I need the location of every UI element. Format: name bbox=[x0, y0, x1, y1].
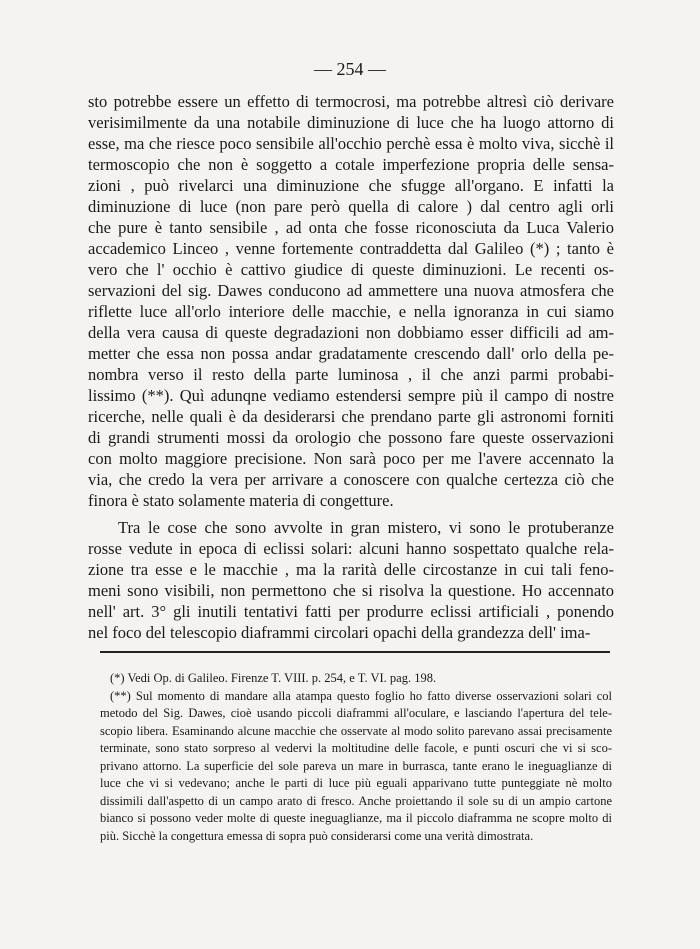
footnote-1: (*) Vedi Op. di Galileo. Firenze T. VIII. p. 254, e T. VI. pag. 198. bbox=[110, 671, 437, 685]
paragraph-1-line: zioni , può rivelarci una diminuzione che sfugge all'organo. E infatti la bbox=[88, 176, 614, 195]
paragraph-1-line: finora è stato solamente materia di congetture. bbox=[88, 491, 394, 510]
footnote-2-line: (**) Sul momento di mandare alla atampa questo foglio ho fatto diverse osservazioni solari col bbox=[110, 688, 612, 703]
paragraph-1-line: ricerche, nelle quali è da desiderarsi che prendano parte gli astronomi forniti bbox=[88, 407, 614, 426]
footnotes bbox=[100, 670, 612, 845]
paragraph-1-line: sto potrebbe essere un effetto di termocrosi, ma potrebbe altresì ciò derivare bbox=[88, 92, 614, 111]
footnote-2-line: più. Sicchè la congettura emessa di sopra può considerarsi come una verità dimostrata. bbox=[100, 828, 534, 843]
paragraph-2-line: Tra le cose che sono avvolte in gran mistero, vi sono le protuberanze bbox=[118, 518, 614, 537]
body-text bbox=[88, 91, 614, 643]
paragraph-1-line: vero che l' occhio è cattivo giudice di queste diminuzioni. Le recenti os- bbox=[88, 260, 614, 279]
paragraph-1-line: riflette luce all'orlo interiore delle macchie, e nella ignoranza in cui siamo bbox=[88, 302, 614, 321]
paragraph-1-line: con molto maggiore precisione. Non sarà poco per me l'avere accennato la bbox=[88, 449, 614, 468]
paragraph-1-line: nombra verso il resto della parte luminosa , il che anzi parmi probabi- bbox=[88, 365, 614, 384]
paragraph-1-line: esse, ma che riesce poco sensibile all'occhio perchè essa è molto viva, sicchè il bbox=[88, 134, 614, 153]
paragraph-1-line: di grandi strumenti mossi da orologio che possono fare queste osservazioni bbox=[88, 428, 614, 447]
paragraph-2-line: rosse vedute in epoca di eclissi solari: alcuni hanno sospettato qualche rela- bbox=[88, 539, 614, 558]
paragraph-1-line: della vera causa di queste degradazioni non dobbiamo esser difficili ad am- bbox=[88, 323, 614, 342]
paragraph-1-line: lissimo (**). Quì adunqne vediamo estendersi sempre più il campo di nostre bbox=[88, 386, 614, 405]
paragraph-1-line: diminuzione di luce (non pare però quella di calore ) dal centro agli orli bbox=[88, 197, 614, 216]
page-number: — 254 — bbox=[314, 59, 386, 79]
footnote-2-line: bianco si possono veder molte di queste ineguaglianze, ma il piccolo diaframma ne scopre molto di bbox=[100, 811, 612, 825]
paragraph-1-line: che pure è tanto sensibile , ad onta che fosse riconosciuta da Luca Valerio bbox=[88, 218, 614, 237]
footnote-2-line: scopio libera. Esaminando alcune macchie che osservate al modo solito parevano assai precisamente bbox=[100, 723, 612, 738]
paragraph-1-line: accademico Linceo , venne fortemente contraddetta dal Galileo (*) ; tanto è bbox=[88, 239, 614, 258]
paragraph-2-line: nel foco del telescopio diaframmi circolari opachi della grandezza dell' ima- bbox=[88, 623, 591, 642]
footnote-2-line: terminate, sono stato sorpreso al vedervi la moltitudine delle facole, e punti oscuri che vi si sco- bbox=[100, 741, 612, 755]
paragraph-1-line: verisimilmente da una notabile diminuzione di luce che ha luogo attorno di bbox=[88, 113, 614, 132]
paragraph-1-line: servazioni del sig. Dawes conducono ad ammettere una nuova atmosfera che bbox=[88, 281, 614, 300]
footnote-2-line: dissimili dall'aspetto di un campo arato di fresco. Anche proiettando il sole su di un ampio cartone bbox=[100, 793, 612, 808]
paragraph-1-line: metter che essa non possa andar gradatamente crescendo dall' orlo della pe- bbox=[88, 344, 614, 363]
paragraph-1-line: via, che credo la vera per arrivare a conoscere con qualche certezza ciò che bbox=[88, 470, 614, 489]
paragraph-2-line: nell' art. 3° gli inutili tentativi fatti per produrre eclissi artificiali , ponendo bbox=[88, 602, 614, 621]
paragraph-2-line: meni sono visibili, non permettono che si risolva la questione. Ho accennato bbox=[88, 581, 614, 600]
paragraph-2-line: zione tra esse e le macchie , ma la rarità delle circostanze in cui tali feno- bbox=[88, 560, 614, 579]
footnote-divider bbox=[100, 651, 610, 653]
footnote-2-line: luce che vi si vedevano; anche le parti di luce più eguali apparivano tutte punteggiate nè molto bbox=[100, 776, 612, 790]
footnote-2-line: privano attorno. La superficie del sole pareva un mare in burrasca, tante erano le ineguaglianze di bbox=[100, 758, 612, 773]
footnote-2-line: metodo del Sig. Dawes, cioè usando piccoli diaframmi all'oculare, e lasciando l'apertura del tele- bbox=[100, 706, 612, 720]
paragraph-1-line: termoscopio che non è soggetto a cotale imperfezione propria delle sensa- bbox=[88, 155, 614, 174]
